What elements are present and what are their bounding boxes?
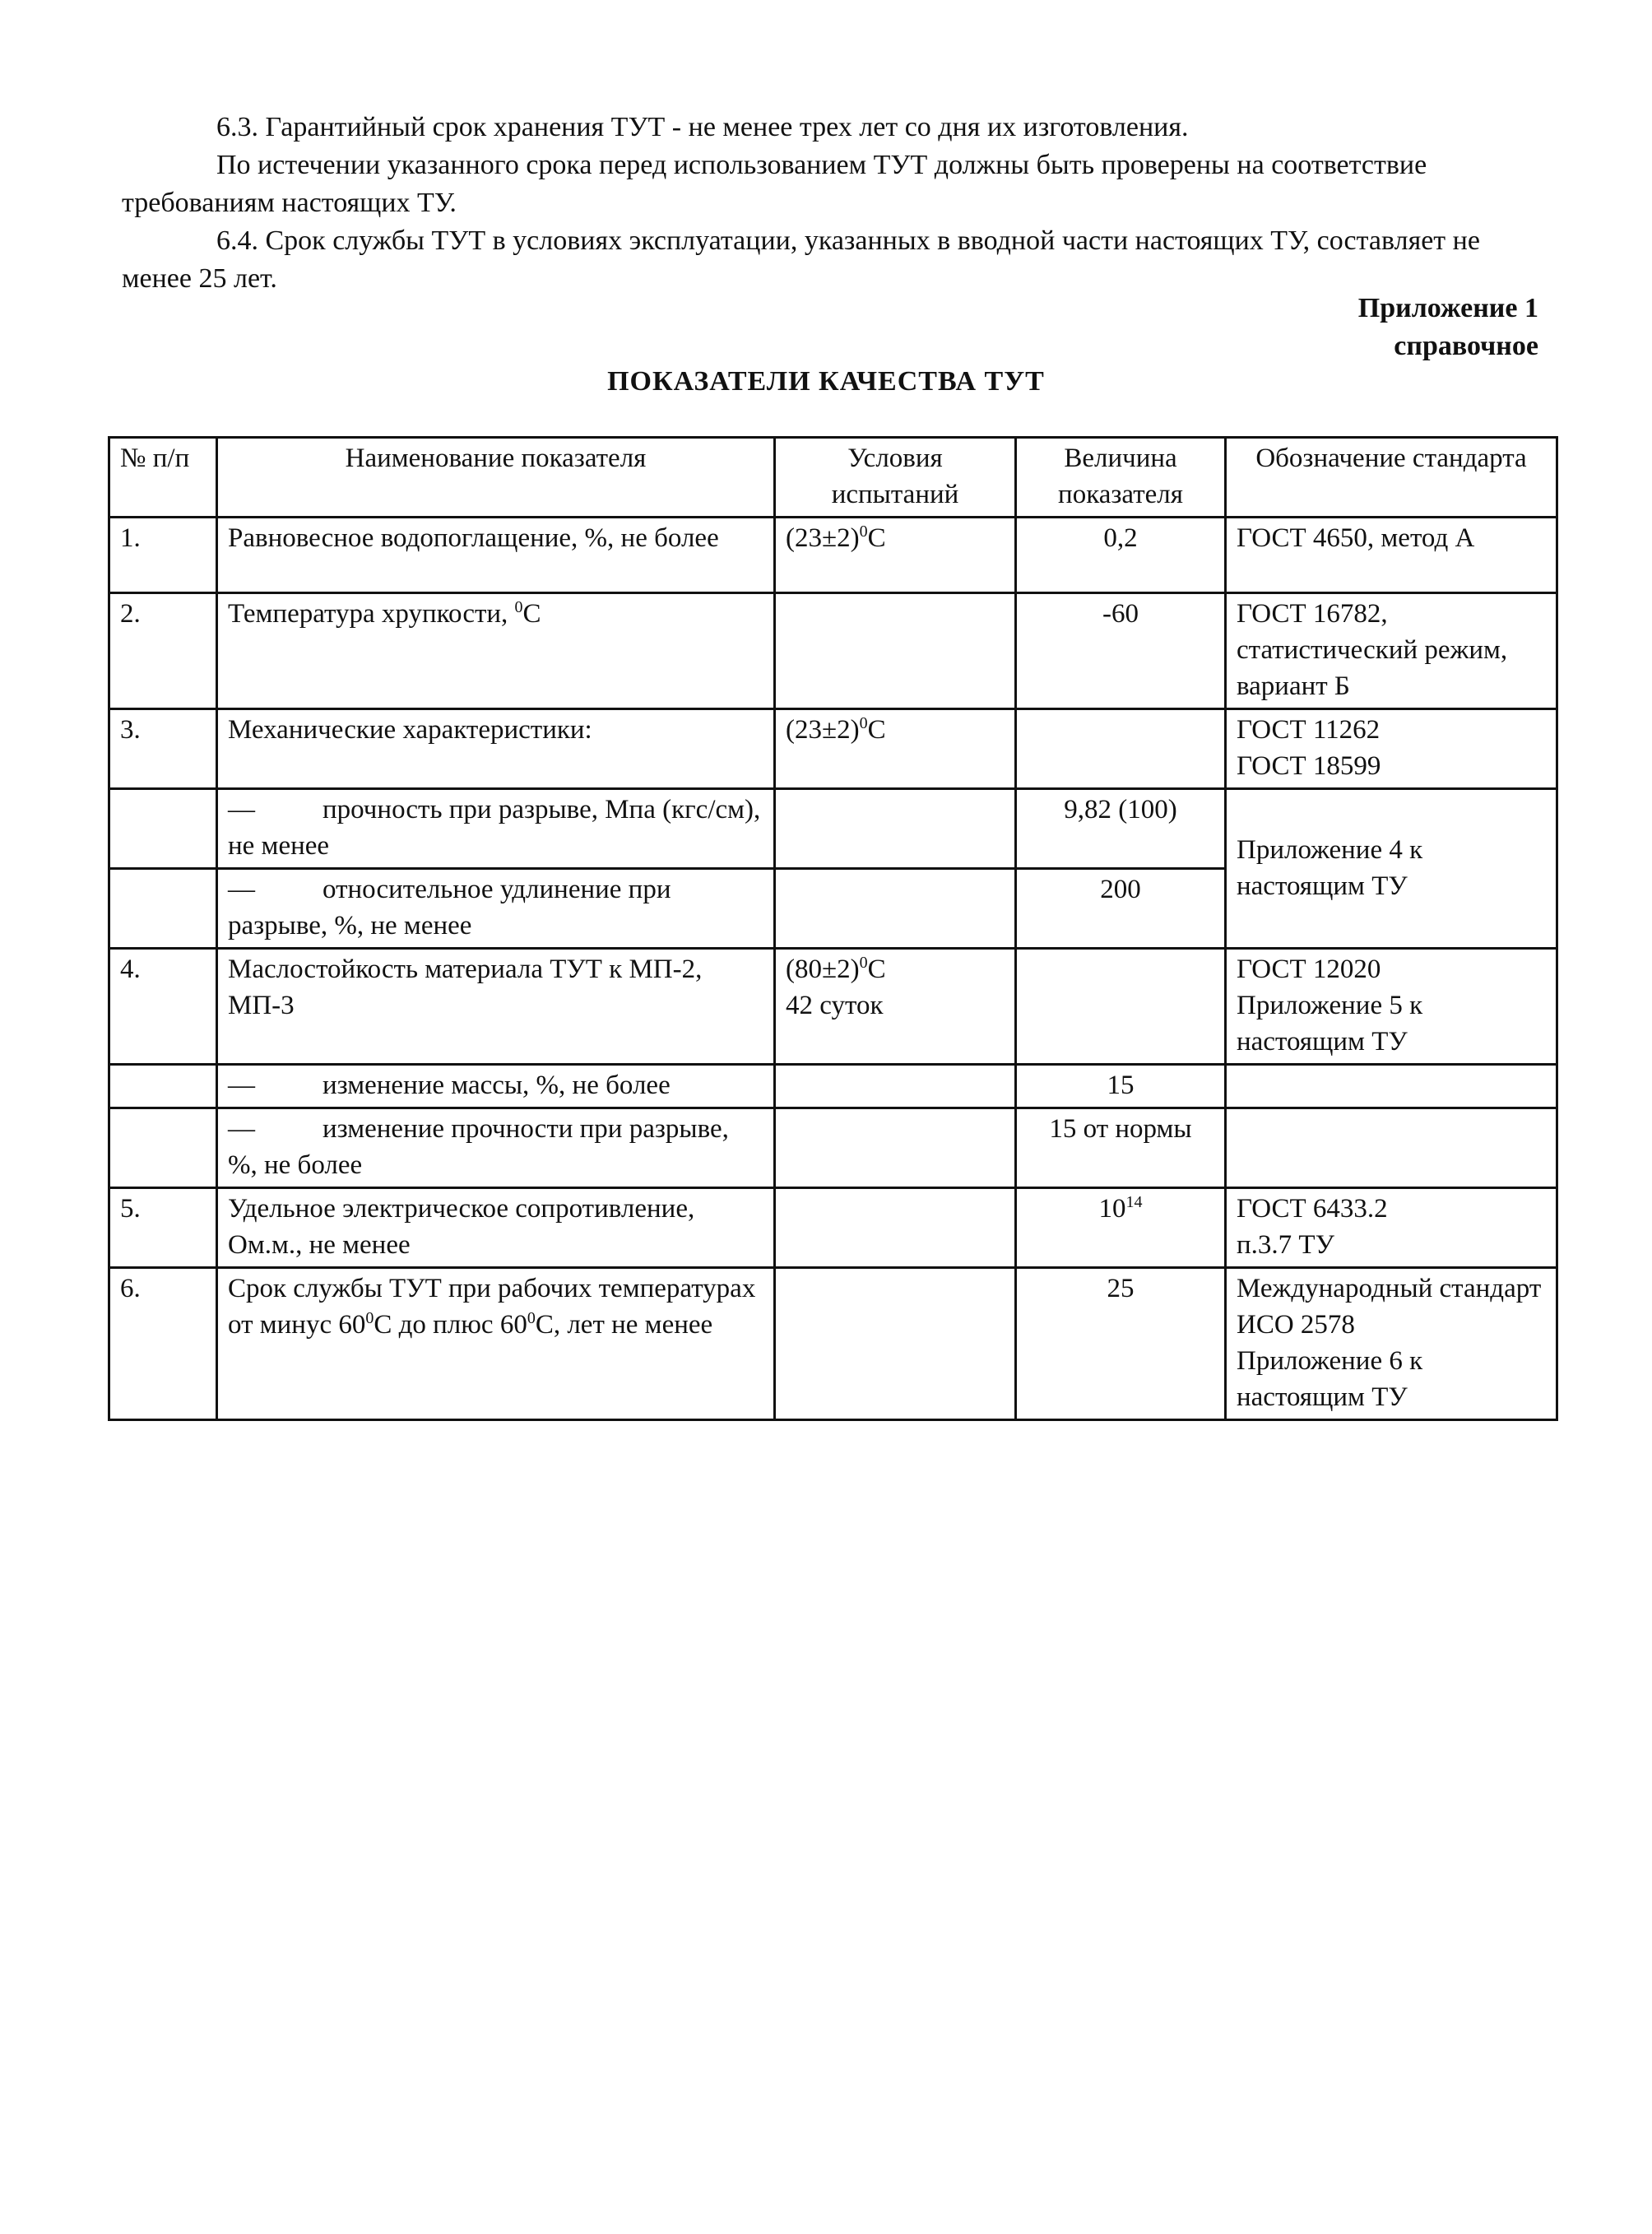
row-name: — изменение прочности при разрыве, %, не более <box>217 1108 775 1188</box>
appendix-label: Приложение 1 <box>1357 293 1538 323</box>
header-name: Наименование показателя <box>217 438 775 518</box>
paragraph-6-4: 6.4. Срок службы ТУТ в условиях эксплуатации, указанных в вводной части настоящих ТУ, составляет не менее 25 лет. <box>122 225 1480 294</box>
row-value: 25 <box>1016 1268 1226 1420</box>
table-row <box>109 1065 1557 1108</box>
header-value: Величина показателя <box>1016 438 1226 518</box>
row-num: 6. <box>109 1268 217 1420</box>
table-row <box>109 789 1557 869</box>
row-standard <box>1226 1108 1557 1188</box>
row-num: 2. <box>109 593 217 709</box>
table-row <box>109 949 1557 1065</box>
row-value: 9,82 (100) <box>1016 789 1226 869</box>
row-standard: Приложение 4 к настоящим ТУ <box>1226 789 1557 949</box>
header-standard: Обозначение стандарта <box>1226 438 1557 518</box>
table-title: ПОКАЗАТЕЛИ КАЧЕСТВА ТУТ <box>607 366 1045 397</box>
paragraph-inspection: По истечении указанного срока перед использованием ТУТ должны быть проверены на соответствие требованиям настоящих ТУ. <box>122 150 1427 218</box>
table-row <box>109 709 1557 789</box>
row-conditions: $(80\pm 2)^0С$ 42 суток <box>775 949 1016 1065</box>
row-conditions <box>775 1108 1016 1188</box>
row-value: 0,2 <box>1016 518 1226 593</box>
row-num <box>109 1108 217 1188</box>
row-conditions <box>775 869 1016 949</box>
row-num <box>109 869 217 949</box>
row-standard: ГОСТ 12020 Приложение 5 к настоящим ТУ <box>1226 949 1557 1065</box>
row-standard: ГОСТ 11262 ГОСТ 18599 <box>1226 709 1557 789</box>
row-name: Механические характеристики: <box>217 709 775 789</box>
row-num: 5. <box>109 1188 217 1268</box>
table-row <box>109 1108 1557 1188</box>
row-name: Удельное электрическое сопротивление, Ом.м., не менее <box>217 1188 775 1268</box>
table-header-row <box>109 438 1557 518</box>
row-standard: ГОСТ 4650, метод А <box>1226 518 1557 593</box>
row-value <box>1016 709 1226 789</box>
row-name: — изменение массы, %, не более <box>217 1065 775 1108</box>
row-conditions <box>775 593 1016 709</box>
appendix-type: справочное <box>1394 331 1538 361</box>
row-standard: ГОСТ 6433.2 п.3.7 ТУ <box>1226 1188 1557 1268</box>
row-num <box>109 789 217 869</box>
table-row <box>109 1268 1557 1420</box>
row-name: Маслостойкость материала ТУТ к МП-2, МП-3 <box>217 949 775 1065</box>
row-conditions: $(23\pm 2)^0С$ <box>775 518 1016 593</box>
row-value <box>1016 949 1226 1065</box>
table-row <box>109 1188 1557 1268</box>
quality-table <box>108 436 1558 1421</box>
row-num <box>109 1065 217 1108</box>
row-conditions: $(23\pm 2)^0С$ <box>775 709 1016 789</box>
row-standard: ГОСТ 16782, статистический режим, вариант Б <box>1226 593 1557 709</box>
row-name: Температура хрупкости, $^0$С <box>217 593 775 709</box>
row-num: 4. <box>109 949 217 1065</box>
row-conditions <box>775 1188 1016 1268</box>
row-num: 3. <box>109 709 217 789</box>
row-value: 200 <box>1016 869 1226 949</box>
row-name: Равновесное водопоглащение, %, не более <box>217 518 775 593</box>
table-row <box>109 593 1557 709</box>
header-num: № п/п <box>109 438 217 518</box>
header-conditions: Условия испытаний <box>775 438 1016 518</box>
row-value: 15 <box>1016 1065 1226 1108</box>
paragraph-6-3: 6.3. Гарантийный срок хранения ТУТ - не менее трех лет со дня их изготовления. <box>216 112 1189 142</box>
row-value: 15 от нормы <box>1016 1108 1226 1188</box>
row-num: 1. <box>109 518 217 593</box>
row-standard <box>1226 1065 1557 1108</box>
appendix-heading <box>1358 290 1538 365</box>
row-name: — относительное удлинение при разрыве, %, не менее <box>217 869 775 949</box>
row-conditions <box>775 1065 1016 1108</box>
row-name: — прочность при разрыве, Мпа (кгс/см), не менее <box>217 789 775 869</box>
row-name: Срок службы ТУТ при рабочих температурах от минус $60^0С$ до плюс $60^0С$, лет не менее <box>217 1268 775 1420</box>
row-value: -60 <box>1016 593 1226 709</box>
row-standard: Международный стандарт ИСО 2578 Приложение 6 к настоящим ТУ <box>1226 1268 1557 1420</box>
row-conditions <box>775 789 1016 869</box>
row-value: $10^{14}$ <box>1016 1188 1226 1268</box>
table-row <box>109 518 1557 593</box>
row-conditions <box>775 1268 1016 1420</box>
